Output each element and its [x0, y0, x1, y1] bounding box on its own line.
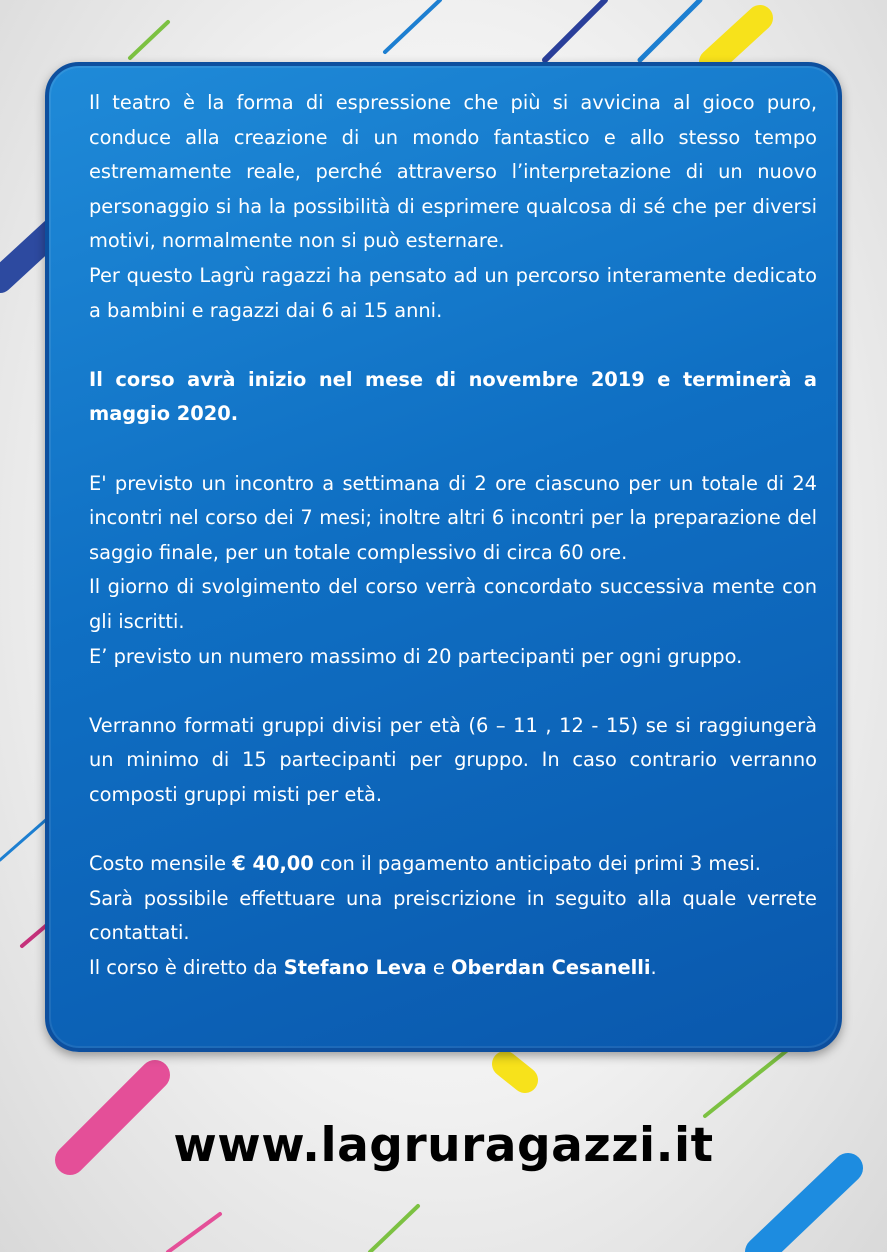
stripe-blue-top-right	[640, 0, 700, 60]
directors-prefix: Il corso è diretto da	[89, 955, 284, 979]
cost-paragraph	[89, 847, 817, 882]
stripe-yellow-bottom	[505, 1064, 525, 1080]
day-paragraph: Il giorno di svolgimento del corso verrà concordato successiva mente con gli iscritti.	[89, 575, 817, 633]
cost-suffix: con il pagamento anticipato dei primi 3 mesi.	[313, 852, 761, 876]
cost-amount: € 40,00	[232, 852, 314, 876]
spacer	[89, 328, 817, 363]
stripe-yellow-top-right	[712, 18, 760, 62]
stripe-blue-left	[0, 818, 48, 860]
stripe-navy-top	[545, 0, 605, 60]
director-name-2: Oberdan Cesanelli	[451, 955, 651, 979]
spacer	[89, 674, 817, 709]
groups-paragraph: Verranno formati gruppi divisi per età (6 – 11 , 12 - 15) se si raggiungerà un minimo di 15 partecipanti per gruppo. In caso contrario verranno composti gruppi misti per età.	[89, 713, 817, 806]
directors-joiner: e	[426, 955, 452, 979]
directors-suffix: .	[650, 955, 657, 979]
stripe-green-bottom	[370, 1206, 418, 1252]
spacer	[89, 432, 817, 467]
spacer	[89, 812, 817, 847]
cost-prefix: Costo mensile	[89, 852, 233, 876]
course-dates: Il corso avrà inizio nel mese di novembre 2019 e terminerà a maggio 2020.	[89, 367, 817, 426]
max-participants: E’ previsto un numero massimo di 20 partecipanti per ogni gruppo.	[89, 644, 743, 668]
stripe-blue-bottom-right	[760, 1168, 848, 1252]
website-url[interactable]: www.lagruragazzi.it	[173, 1118, 714, 1173]
intro-paragraph: Il teatro è la forma di espressione che più si avvicina al gioco puro, conduce alla creazione di un mondo fantastico e allo stesso tempo estremamente reale, perché attraverso l’interpretazione di un nuovo personaggio si ha la possibilità di esprimere qualcosa di sé che per diversi motivi, normalmente non si può esternare.	[89, 91, 817, 253]
info-panel	[45, 62, 842, 1052]
directors-paragraph	[89, 951, 817, 986]
stripe-blue-top	[385, 0, 440, 52]
panel-content	[89, 86, 817, 985]
stripe-green-top-left	[130, 22, 168, 58]
schedule-paragraph: E' previsto un incontro a settimana di 2 ore ciascuno per un totale di 24 incontri nel corso dei 7 mesi; inoltre altri 6 incontri per la preparazione del saggio finale, per un totale complessivo di circa 60 ore.	[89, 471, 817, 564]
stripe-pink-bottom-left	[168, 1214, 220, 1252]
preregistration-paragraph: Sarà possibile effettuare una preiscrizione in seguito alla quale verrete contattati.	[89, 886, 817, 945]
audience-paragraph: Per questo Lagrù ragazzi ha pensato ad un percorso interamente dedicato a bambini e ragazzi dai 6 ai 15 anni.	[89, 263, 817, 322]
director-name-1: Stefano Leva	[283, 955, 427, 979]
